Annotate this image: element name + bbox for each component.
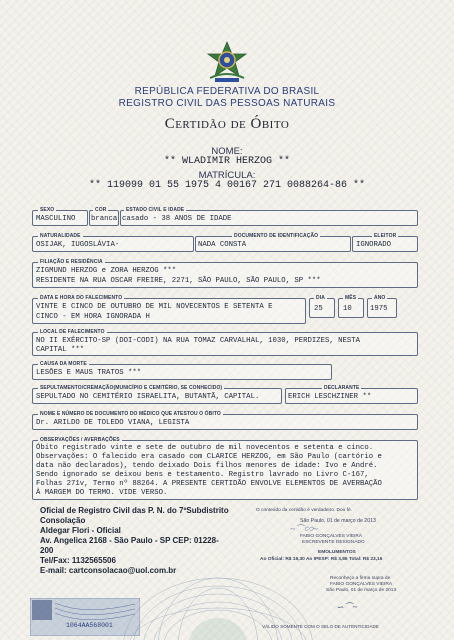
mes-label: MÊS <box>345 295 357 301</box>
data-label: DATA E HORA DO FALECIMENTO <box>40 295 123 301</box>
obs-line-5: Folhas 271v, Termo nº 88264. A PRESENTE CERTIDÃO ENVOLVE ELEMENTOS DE AVERBAÇÃO <box>36 480 382 488</box>
signer-name: FABIO GONÇALVES VIEIRA <box>300 534 363 539</box>
validity-notice: VÁLIDO SOMENTE COM O SELO DE AUTENTICIDADE <box>262 624 379 629</box>
local-line-2: CAPITAL *** <box>36 346 85 354</box>
matricula-number: ** 119099 01 55 1975 4 00167 271 0088264-86 ** <box>88 180 366 191</box>
brazil-coat-of-arms-icon <box>204 40 250 84</box>
reconheco-line-2: FABIO GONÇALVES VIEIRA <box>330 582 393 587</box>
local-line-1: NO II EXÉRCITO-SP (DOI-CODI) NA RUA TOMAZ CARVALHAL, 1030, PERDIZES, NESTA <box>36 337 361 345</box>
cor-label: COR <box>95 207 107 213</box>
data-line-2: CINCO - EM HORA IGNORADA H <box>36 313 150 321</box>
matricula-label: MATRÍCULA: <box>198 170 256 181</box>
dia-value: 25 <box>314 305 323 313</box>
emolumentos-label: EMOLUMENTOS <box>318 550 356 555</box>
sepultamento-label: SEPULTAMENTO/CREMAÇÃO(MUNICÍPIO E CEMITÉRIO, SE CONHECIDO) <box>40 385 223 391</box>
second-signature: ∽⌒~ <box>336 602 358 612</box>
mes-value: 10 <box>343 305 352 313</box>
observacoes-label: OBSERVAÇÕES / AVERBAÇÕES <box>40 437 120 443</box>
office-phone: Tel/Fax: 1132565506 <box>40 556 116 565</box>
obs-line-1: Óbito registrado vinte e sete de outubro de mil novecentos e setenta e cinco. <box>36 444 374 452</box>
guilloche-rosette-icon <box>118 568 318 640</box>
dia-label: DIA <box>316 295 325 301</box>
emolumentos-values: Ao Oficial: R$ 19,30 Ao IPESP: R$ 3,86 Total: R$ 23,16 <box>260 557 383 562</box>
seal-number: 1064AA568001 <box>66 622 113 629</box>
data-line-1: VINTE E CINCO DE OUTUBRO DE MIL NOVECENTOS E SETENTA E <box>36 303 273 311</box>
authentication-seal-icon <box>30 598 140 636</box>
estado-value: casado - 38 ANOS DE IDADE <box>122 215 232 223</box>
signature-scribble: ~⌒∽~ <box>290 524 318 534</box>
declarante-label: DECLARANTE <box>324 385 360 391</box>
sexo-label: SEXO <box>40 207 55 213</box>
obs-line-6: À MARGEM DO TERMO. VIDE VERSO. <box>36 489 168 497</box>
person-name: ** WLADIMIR HERZOG ** <box>163 156 291 167</box>
office-officer: Aldegar Flori - Oficial <box>40 526 121 535</box>
filiacao-residence: RESIDENTE NA RUA OSCAR FREIRE, 2271, SÃO PAULO, SÃO PAULO, SP *** <box>36 277 321 285</box>
eleitor-value: IGNORADO <box>356 241 392 249</box>
declarante-value: ERICH LESCHZINER ** <box>288 393 372 401</box>
ano-label: ANO <box>374 295 386 301</box>
documento-value: NADA CONSTA <box>198 241 247 249</box>
issue-date: São Paulo, 01 de março de 2013 <box>300 518 376 524</box>
obs-line-2: Observações: O falecido era casado com CLARICE HERZOG, em São Paulo (cartório e <box>36 453 382 461</box>
republic-heading: REPÚBLICA FEDERATIVA DO BRASIL <box>134 86 320 97</box>
eleitor-label: ELEITOR <box>374 233 397 239</box>
office-title: Oficial de Registro Civil das P. N. do 7ºSubdistrito <box>40 506 229 515</box>
office-cep: 200 <box>40 546 54 555</box>
filiacao-label: FILIAÇÃO E RESIDÊNCIA <box>40 259 103 265</box>
naturalidade-value: OSIJAK, IUGOSLÁVIA- <box>36 241 120 249</box>
medico-value: Dr. ARILDO DE TOLEDO VIANA, LEGISTA <box>36 419 190 427</box>
office-email: E-mail: cartconsolacao@uol.com.br <box>40 566 177 575</box>
obs-line-4: Sendo ignorado se deixou bens e testamento. Registro lavrado no Livro C-167, <box>36 471 369 479</box>
local-label: LOCAL DE FALECIMENTO <box>40 329 105 335</box>
cor-value: branca <box>91 215 118 223</box>
estado-label: ESTADO CIVIL E IDADE <box>126 207 185 213</box>
office-subdistrict: Consolação <box>40 516 86 525</box>
naturalidade-label: NATURALIDADE <box>40 233 81 239</box>
documento-label: DOCUMENTO DE IDENTIFICAÇÃO <box>234 233 319 239</box>
reconheco-line-3: São Paulo, 01 de março de 2013 <box>326 588 397 593</box>
reconheco-line-1: Reconheço a firma supra de <box>330 576 391 581</box>
name-label: NOME: <box>211 146 243 157</box>
document-title: Certidão de Óbito <box>164 116 290 132</box>
office-address: Av. Angelica 2168 - São Paulo - SP CEP: 01228- <box>40 536 219 545</box>
registry-heading: REGISTRO CIVIL DAS PESSOAS NATURAIS <box>118 98 336 109</box>
sepultamento-value: SEPULTADO NO CEMITÉRIO ISRAELITA, BUTANTÃ, CAPITAL. <box>36 393 260 401</box>
obs-line-3: data não declarados), tendo deixado Dois filhos menores de idade: Ivo e André. <box>36 462 378 470</box>
signer-role: ESCREVENTE DESIGNADO <box>302 540 365 545</box>
filiacao-parents: ZIGMUND HERZOG e ZORA HERZOG *** <box>36 267 177 275</box>
causa-value: LESÕES E MAUS TRATOS *** <box>36 369 142 377</box>
causa-label: CAUSA DA MORTE <box>40 361 87 367</box>
sexo-value: MASCULINO <box>36 215 76 223</box>
confere-text: O conteúdo da certidão é verdadeiro. Dou fé. <box>256 508 352 513</box>
medico-label: NOME E NÚMERO DE DOCUMENTO DO MÉDICO QUE ATESTOU O ÓBITO <box>40 411 221 417</box>
ano-value: 1975 <box>370 305 388 313</box>
